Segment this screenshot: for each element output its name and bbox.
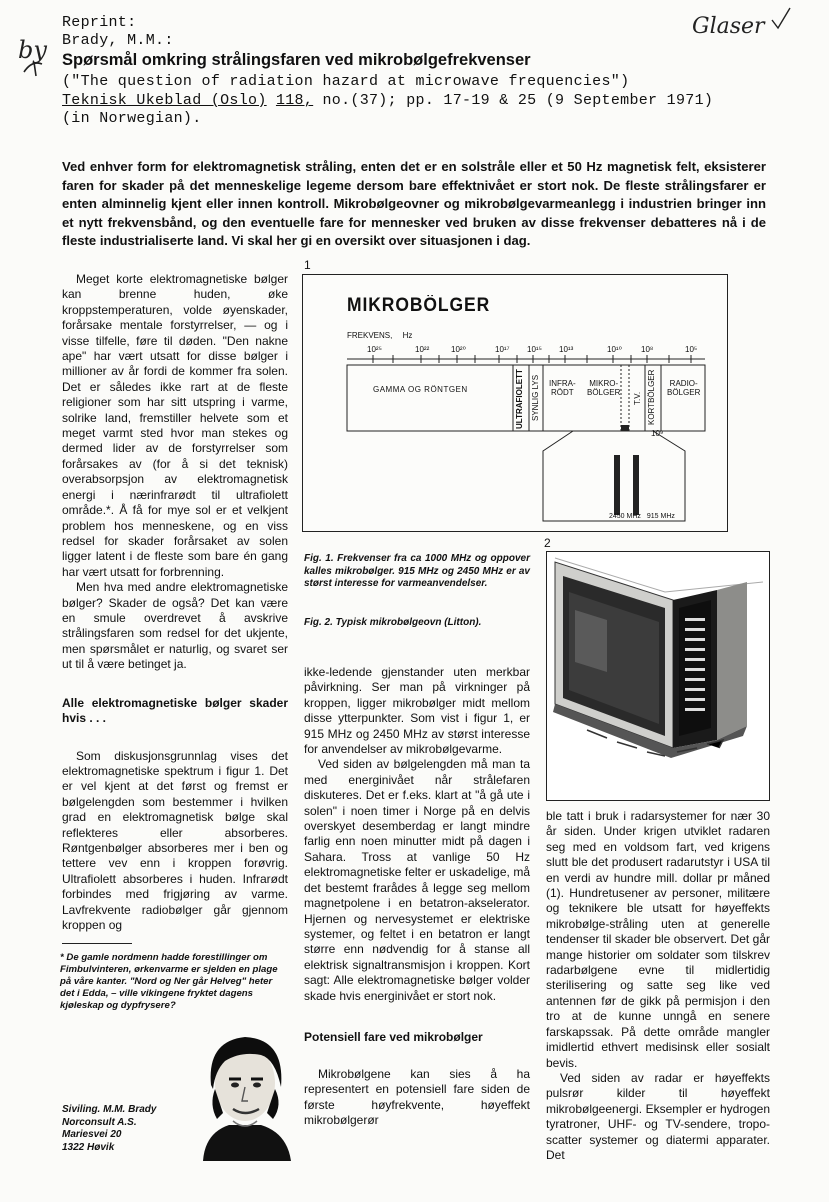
column-2 [304,665,530,1129]
microwave-oven-photo [547,552,769,800]
journal-pages: pp. 17-19 & 25 (9 September 1971) [406,92,714,109]
footnote-rule [62,943,132,944]
marker-915-label: 915 MHz [646,513,675,520]
tick-label: 10¹⁵ [527,345,542,354]
journal-issue: no.(37); [322,92,397,109]
reprint-label: Reprint: [62,14,137,31]
band-microwave [587,379,620,397]
address-line: Norconsult A.S. [62,1116,137,1128]
band-infrared [549,379,576,397]
figure-2-frame [546,551,770,801]
marker-2450-label: 2450 MHz [609,513,641,520]
tick-label: 10¹⁷ [495,345,510,354]
language-note: (in Norwegian). [62,110,202,127]
footnote-text: De gamle nordmenn hadde forestillinger om Fimbulvinteren, ørkenvarme er sjelden en plage på våre kanter. "Nord og Ner går Helveg" heter det i Edda, – ville vikingene fryktet dagens kjøleskap og dypfrysere? [60,952,278,1011]
marker-915-bar [633,455,639,515]
band-visible: SYNLIG LYS [531,374,540,421]
figure-2-caption: Fig. 2. Typisk mikrobølgeovn (Litton). [304,617,482,628]
article-title: Spørsmål omkring strålingsfaren ved mikrobølgefrekvenser [62,51,531,69]
col1-paragraph-2: Men hva med andre elektromagnetiske bølger? Skader de også? Det kan være en smule overdrevet å avskrive strålingsfaren som redsel for det ukjente, men spørsmålet er naturlig, og svaret ser ut til å være betinget ja. [62,580,288,672]
footnote [60,952,288,1012]
band-infrared-line1: INFRA- [549,379,576,388]
figure-1-number: 1 [304,258,311,272]
margin-note-stroke [20,58,50,78]
check-mark-icon [770,6,794,32]
col2-paragraph-3: Mikrobølgene kan sies å ha representert en potensiell fare siden de første høyfrekvente, høyeffekt mikrobølgerør [304,1066,530,1128]
figure-1-frame [302,274,728,532]
band-radio-line2: BÖLGER [667,388,701,397]
column-1 [62,272,288,933]
col2-paragraph-2: Ved siden av bølgelengden må man ta med energinivået når strålefaren diskuteres. Det er f.eks. klart at "å gå ute i solen" i noen timer i Norge på en delvis overskyet desemberdag er langt mindre farlig enn noen minutter midt på dagen i Sahara. Tross at vanlige 50 Hz elektromagnetiske felter er uskadelige, må det bestemt frarådes å legge seg mellom magnetpolene i en betatron-akselerator. Hjernen og nervesystemet er elektriske systemer, og feltet i en betatron er langt større enn nødvendig for å stanse all elektrisk signaltransmisjon i kroppen. Kort sagt: Alle elektromagnetiske bølger volder skade hvis energinivået er stort nok. [304,757,530,1003]
freq-unit: Hz [402,331,413,340]
band-radio-line1: RADIO- [669,379,698,388]
address-line: Mariesvei 20 [62,1129,122,1140]
col2-paragraph-1: ikke-ledende gjenstander uten merkbar påvirkning. Ser man på virkninger på kroppen, ligger mikrobølger midt mellom disse ytterpunkter. Som vist i figur 1, er 915 MHz og 2450 MHz av størst interesse for anvendelser av mikrobølgevarme. [304,665,530,757]
citation-line [62,92,713,110]
band-ultraviolet: ULTRAFIOLETT [515,369,524,429]
margin-note: by [18,36,47,64]
address-line: 1322 Høvik [62,1141,115,1153]
col2-heading: Potensiell fare ved mikrobølger [304,1029,483,1044]
tick-label: 10⁵ [685,345,698,354]
address-line: Siviling. M.M. Brady [62,1104,157,1115]
footnote-mark: * [60,952,64,963]
journal-name: Teknisk Ukeblad (Oslo) [62,92,267,109]
band-microwave-line2: BÖLGER [587,388,621,397]
zoom-tick-label: 10⁹ [651,429,664,438]
figure-2-number: 2 [544,536,551,550]
column-3 [546,809,770,1163]
author-photo [195,1025,295,1161]
col1-heading: Alle elektromagnetiske bølger skader hvis . . . [62,695,288,725]
marker-labels [609,513,675,520]
band-infrared-line2: RÖDT [551,388,574,397]
reprint-author: Brady, M.M.: [62,32,174,49]
band-gamma: GAMMA OG RÖNTGEN [373,385,468,394]
figure-1-title: MIKROBÖLGER [347,295,491,316]
figure-1-caption: Fig. 1. Frekvenser fra ca 1000 MHz og oppover kalles mikrobølger. 915 MHz og 2450 MHz er av størst interesse for varmeanvendelser. [304,553,530,589]
article-intro: Ved enhver form for elektromagnetisk stråling, enten det er en solstråle eller et 50 Hz magnetisk felt, eksisterer faren for skader på det menneskelige legeme dersom bare effektnivået er stort nok. De fleste strålingsfarer er enten alminnelig kjent eller innen kontroll. Mikrobølgeovner og mikrobølgevarmeanlegg i industrien bringer inn et nytt frekvensbånd, og den eventuelle fare for mennesker ved bruken av disse frekvenser debatteres nå i de fleste industrialiserte land. Vi skal her gi en oversikt over situasjonen i dag. [62,159,766,248]
tick-label: 10⁸ [641,345,654,354]
freq-label: FREKVENS, [347,331,393,340]
tick-label: 10¹³ [559,345,574,354]
title-translation: ("The question of radiation hazard at microwave frequencies") [62,73,630,90]
band-tv: T.V. [633,391,642,405]
col1-paragraph-1: Meget korte elektromagnetiske bølger kan brenne huden, øke kroppstemperaturen, volde øyenskader, forårsake mentale forstyrrelser, — og i visse tilfelle, føre til døden. "Den nakne ape" har vært utsatt for disse bølger i millioner av år fordi de kommer fra solen. Det er således ikke rart at de fleste religioner som har sitt utspring i varme, solrike land, fremstiller helvete som et meget varmt sted hvor man stekes og dermed lider av de forstyrrelser som forårsakes av (for å si det teknisk) overabsorpsjon av elektromagnetisk energi i nærinfrarødt til ultrafiolett område.*. Å få for mye sol er et velkjent problem hos menneskene, og en viss redsel for skader forårsaket av solen ligger latent i de fleste som bare én gang har vært utsatt for forbrenning. [62,272,288,579]
col3-paragraph-1: ble tatt i bruk i radarsystemer for nær 30 år siden. Under krigen utviklet radaren seg med en voldsom fart, ved krigens slutt ble det produsert radarutstyr i USA til en verdi av hundre mill. dollar pr måned (1). Hundretusener av personer, militære og teknikere ble utsatt for høyeffekts mikrobølge-stråling uten at generelle tendenser til skader ble observert. Det går mange historier om soldater som tilskrev radarbølgene evne til midlertidig sterilisering og satte seg like ved antennen før de gikk på permisjon i den tro at de kunne unngå en senere farskapssak. På dette område mangler imidlertid ethvert medisinsk eller sosialt bevis. [546,809,770,1070]
tick-label: 10²⁰ [451,345,466,354]
tick-label: 10¹⁰ [607,345,622,354]
tick-label: 10²⁵ [367,345,382,354]
band-microwave-line1: MIKRO- [589,379,619,388]
tick-label: 10²² [415,345,430,354]
band-radio [667,379,700,397]
band-shortwave: KORTBÖLGER [647,369,656,425]
author-address [62,1104,156,1154]
marker-2450-bar [614,455,620,515]
signature: Glaser [692,14,765,39]
col3-paragraph-2: Ved siden av radar er høyeffekts pulsrør kilder til høyeffekt mikrobølgeenergi. Eksempler er hydrogen tyratroner, UHF- og TV-sendere, tropo-scatter systemer og diatermi apparater. Det [546,1070,770,1162]
col1-paragraph-3: Som diskusjonsgrunnlag vises det elektromagnetiske spektrum i figur 1. Det er vel kjent at det først og fremst er bølgelengden som bestemmer i hvilken grad en elektromagnetisk bølge skal reflekteres eller absorberes. Røntgenbølger absorberes mer i ben og tettere vev enn i kroppen forøvrig. Ultrafiolett absorberes i huden. Infrarødt forbindes med frigjøring av varme. Lavfrekvente radiobølger går gjennom kroppen og [62,748,288,933]
journal-volume: 118, [275,92,314,109]
microwave-band-marker [621,425,629,431]
